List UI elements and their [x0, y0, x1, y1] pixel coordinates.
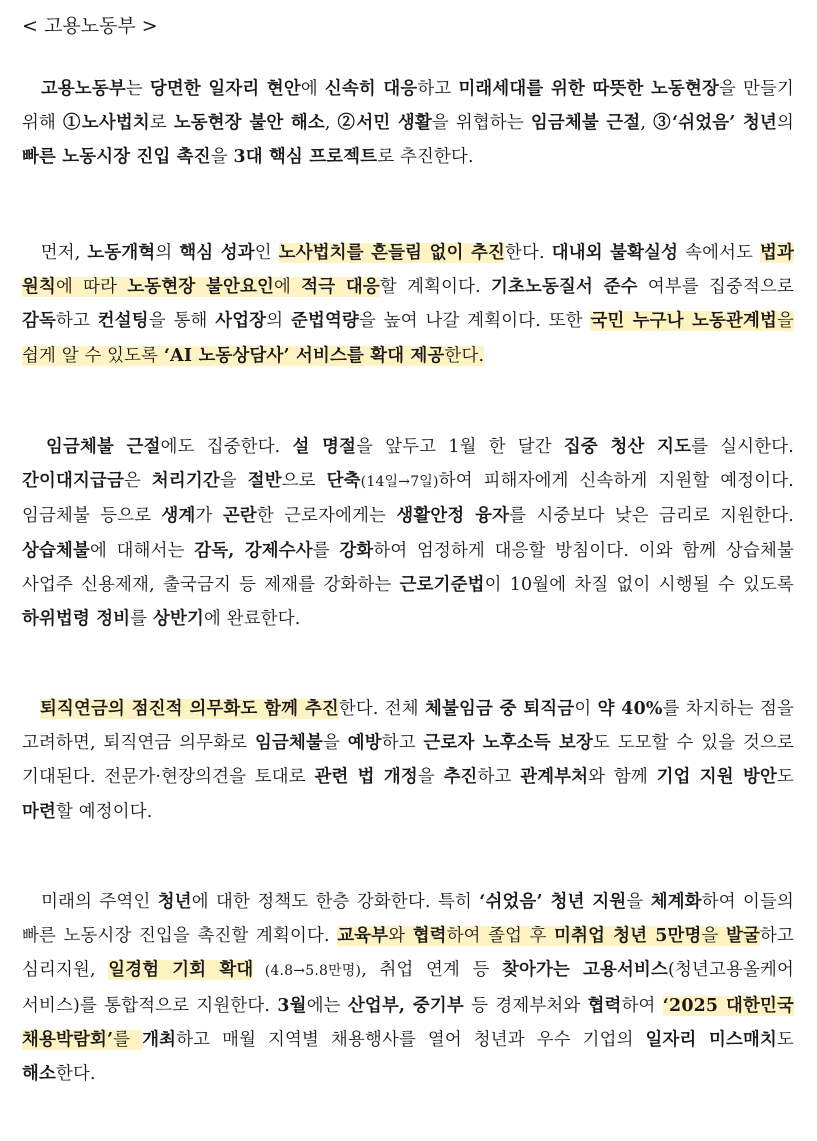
text-run: 간이대지급금	[22, 471, 124, 492]
text-run: 컨설팅	[97, 311, 149, 332]
text-run: 절반	[247, 471, 282, 492]
paragraph-youth-support	[22, 885, 794, 1091]
text-run: 단축	[326, 471, 361, 492]
text-run: 근로자 노후소득 보장	[423, 733, 594, 754]
text-run: 체계화	[650, 892, 702, 912]
text-run: 근로기준법	[399, 574, 485, 595]
text-run: , 취업 연계 등	[361, 960, 502, 981]
paragraph-retirement-pension	[22, 692, 794, 829]
text-run: ②서민 생활	[337, 113, 432, 134]
text-run: 하여 엄정하게 대응할 방침이다. 이와 함께 상습체불 사업주 신용제재, 출국금지 등 제재를 강화하는	[22, 540, 794, 595]
text-run: 강화	[339, 540, 374, 561]
text-run: 을 높여 나갈 계획이다. 또한	[359, 311, 591, 332]
text-run: 한다. 전체	[338, 699, 425, 719]
text-run: 을	[626, 892, 651, 912]
text-run: 를	[113, 1029, 143, 1050]
text-run	[22, 79, 41, 99]
text-run: 를	[312, 540, 340, 561]
text-run: 을	[322, 733, 348, 754]
text-run: 하고	[477, 767, 521, 788]
text-run: 이 10월에 차질 없이 시행될 수 있도록	[484, 574, 794, 595]
text-run: 를 시중보다 낮은 금리로 지원한다.	[509, 506, 794, 527]
text-run: 는	[125, 79, 150, 99]
text-run: 국민 누구나 노동관계법	[590, 311, 777, 332]
text-run: 에는	[306, 995, 348, 1016]
text-run: 협력	[412, 926, 447, 947]
text-run: 으로	[281, 471, 327, 492]
text-run: 할 예정이다.	[56, 801, 153, 822]
text-run: 할 계획이다.	[379, 277, 491, 298]
text-run: 적극 대응	[301, 277, 380, 298]
text-run: 노사법치를 흔들림 없이 추진	[278, 243, 506, 263]
text-run: ‘쉬었음’ 청년 지원	[479, 892, 627, 912]
text-run: 3월	[277, 995, 307, 1016]
text-run	[22, 437, 46, 457]
text-run: 하고 심리지원,	[22, 926, 795, 981]
text-run: 체불임금 중 퇴직금	[424, 699, 575, 719]
text-run: 하위법령 정비	[22, 609, 131, 630]
text-run: 을	[219, 471, 248, 492]
text-run: 마련	[22, 801, 56, 822]
text-run: (14일→7일)	[360, 474, 439, 491]
text-run: 기업 지원 방안	[656, 767, 777, 788]
text-run: 인	[254, 243, 279, 263]
text-run: 을 앞두고 1월 한 달간	[356, 437, 564, 457]
text-run: 신속히 대응	[324, 79, 418, 99]
text-run: 한다.	[444, 345, 485, 366]
text-run: 협력	[587, 995, 622, 1016]
text-run: 추진	[443, 767, 478, 788]
text-run: ‘AI 노동상담사’ 서비스를 확대 제공	[163, 345, 445, 366]
text-run: 하여 이들의 빠른 노동시장 진입을 촉진할 계획이다.	[22, 892, 794, 947]
text-run: 임금체불 근절	[45, 437, 161, 457]
text-run: 일자리 미스매치	[645, 1029, 777, 1050]
text-run: 생활안정 융자	[396, 506, 510, 527]
text-run: 약 40%	[597, 699, 663, 719]
text-run: 일경험 기회 확대	[108, 960, 254, 981]
text-run: 한다.	[56, 1064, 96, 1085]
text-run: 관련 법 개정	[314, 767, 418, 788]
text-run: 미래세대를 위한 따뜻한 노동현장	[458, 79, 719, 99]
text-run: 상습체불	[22, 540, 90, 561]
paragraph-wage-arrears	[22, 430, 794, 636]
text-run: 하고	[417, 79, 459, 99]
text-run: 3대 핵심 프로젝트	[233, 147, 378, 168]
text-run: 노동현장 불안요인	[127, 277, 275, 298]
text-run: 감독	[22, 311, 56, 332]
text-run: 하여 졸업 후	[446, 926, 555, 947]
text-run: 상반기	[153, 609, 204, 630]
text-run: 집중 청산 지도	[563, 437, 692, 457]
text-run: 미래의 주역인	[22, 892, 158, 912]
text-run: ,	[640, 113, 654, 134]
text-run: 을 만들기 위해	[22, 79, 794, 134]
text-run: 에 따라	[56, 277, 128, 298]
paragraph-intro	[22, 72, 794, 175]
text-run: 여부를 집중적으로	[637, 277, 795, 298]
text-run: ,	[324, 113, 338, 134]
paragraph-labor-reform	[22, 236, 794, 373]
text-run: 을 위협하는	[431, 113, 531, 134]
text-run: 의	[266, 311, 291, 332]
text-run: 당면한 일자리 현안	[149, 79, 301, 99]
text-run: 은	[124, 471, 152, 492]
text-run: 해소	[22, 1064, 56, 1085]
text-run: 노동개혁	[87, 243, 156, 263]
text-run: 에 완료한다.	[204, 609, 301, 630]
text-run: 가	[195, 506, 223, 527]
text-run: 감독, 강제수사	[194, 540, 313, 561]
text-run: 하고	[56, 311, 98, 332]
text-run: 처리기간	[151, 471, 220, 492]
text-run: 청년	[157, 892, 192, 912]
text-run: 속에서도	[678, 243, 760, 263]
text-run: 이	[574, 699, 598, 719]
text-run: 하고	[381, 733, 424, 754]
text-run: 도	[777, 1029, 794, 1050]
text-run: 를 차지하는 점을 고려하면, 퇴직연금 의무화로	[22, 699, 794, 754]
text-run: 을	[417, 767, 444, 788]
text-run: 을	[210, 147, 234, 168]
text-run: 를 실시한다.	[691, 437, 794, 457]
text-run: 교육부	[337, 926, 389, 947]
text-run: 로 추진한다.	[377, 147, 474, 168]
text-run: 와	[388, 926, 413, 947]
text-run: 와 함께	[588, 767, 657, 788]
text-run: 산업부, 중기부	[347, 995, 464, 1016]
text-run: 임금체불 근절	[530, 113, 641, 134]
text-run: 퇴직연금의 점진적 의무화도 함께 추진	[40, 699, 339, 719]
text-run: 개최	[142, 1029, 177, 1050]
text-run: 미취업 청년 5만명	[554, 926, 702, 947]
text-run: ①노사법치	[62, 113, 150, 134]
text-run: 한 근로자에게는	[256, 506, 397, 527]
text-run: 핵심 성과	[179, 243, 255, 263]
text-run: 하여	[621, 995, 663, 1016]
text-run: 의	[155, 243, 180, 263]
text-run: 한다.	[505, 243, 552, 263]
text-run: 하고 매월 지역별 채용행사를 열어 청년과 우수 기업의	[176, 1029, 646, 1050]
text-run: ‘2025 대한민국 채용박람회’	[22, 995, 794, 1050]
text-run: 준법역량	[291, 311, 359, 332]
text-run: 임금체불	[254, 733, 323, 754]
text-run: 를	[130, 609, 153, 630]
text-run: 기초노동질서 준수	[490, 277, 638, 298]
text-run: 찾아가는 고용서비스	[501, 960, 669, 981]
text-run: 을 쉽게 알 수 있도록	[22, 311, 794, 366]
text-run: 에	[300, 79, 325, 99]
text-run: 생계	[161, 506, 196, 527]
text-run: 설 명절	[292, 437, 357, 457]
text-run: 에 대한 정책도 한층 강화한다. 특히	[191, 892, 480, 912]
text-run: 곤란	[222, 506, 257, 527]
text-run	[22, 699, 40, 719]
text-run: 에도 집중한다.	[160, 437, 293, 457]
text-run: 발굴	[726, 926, 761, 947]
text-run: 먼저,	[22, 243, 88, 263]
text-run: 사업장	[215, 311, 267, 332]
text-run: 예방	[347, 733, 382, 754]
text-run: (청년고용올케어 서비스)를 통합적으로 지원한다.	[22, 960, 795, 1016]
text-run: 빠른 노동시장 진입 촉진	[22, 147, 211, 168]
text-run: 고용노동부	[40, 79, 126, 99]
text-run: 도 도모할 수 있을 것으로 기대된다. 전문가·현장의견을 토대로	[22, 733, 794, 788]
text-run: ③‘쉬었음’ 청년	[653, 113, 777, 134]
text-run: 관계부처	[520, 767, 589, 788]
text-run: 로	[149, 113, 174, 134]
text-run: 하여 피해자에게 신속하게 지원할 예정이다. 임금체불 등으로	[22, 471, 794, 527]
text-run: 을 통해	[148, 311, 216, 332]
text-run: 대내외 불확실성	[551, 243, 679, 263]
text-run: 등 경제부처와	[463, 995, 588, 1016]
text-run: 도	[776, 767, 794, 788]
text-run: 에 대해서는	[90, 540, 195, 561]
document-heading: < 고용노동부 >	[22, 15, 158, 37]
text-run: 의	[776, 113, 794, 134]
text-run: 법과 원칙	[22, 243, 794, 298]
text-run: 노동현장 불안 해소	[173, 113, 325, 134]
text-run: 에	[274, 277, 302, 298]
text-run: (4.8→5.8만명)	[253, 963, 362, 980]
text-run: 을	[701, 926, 727, 947]
